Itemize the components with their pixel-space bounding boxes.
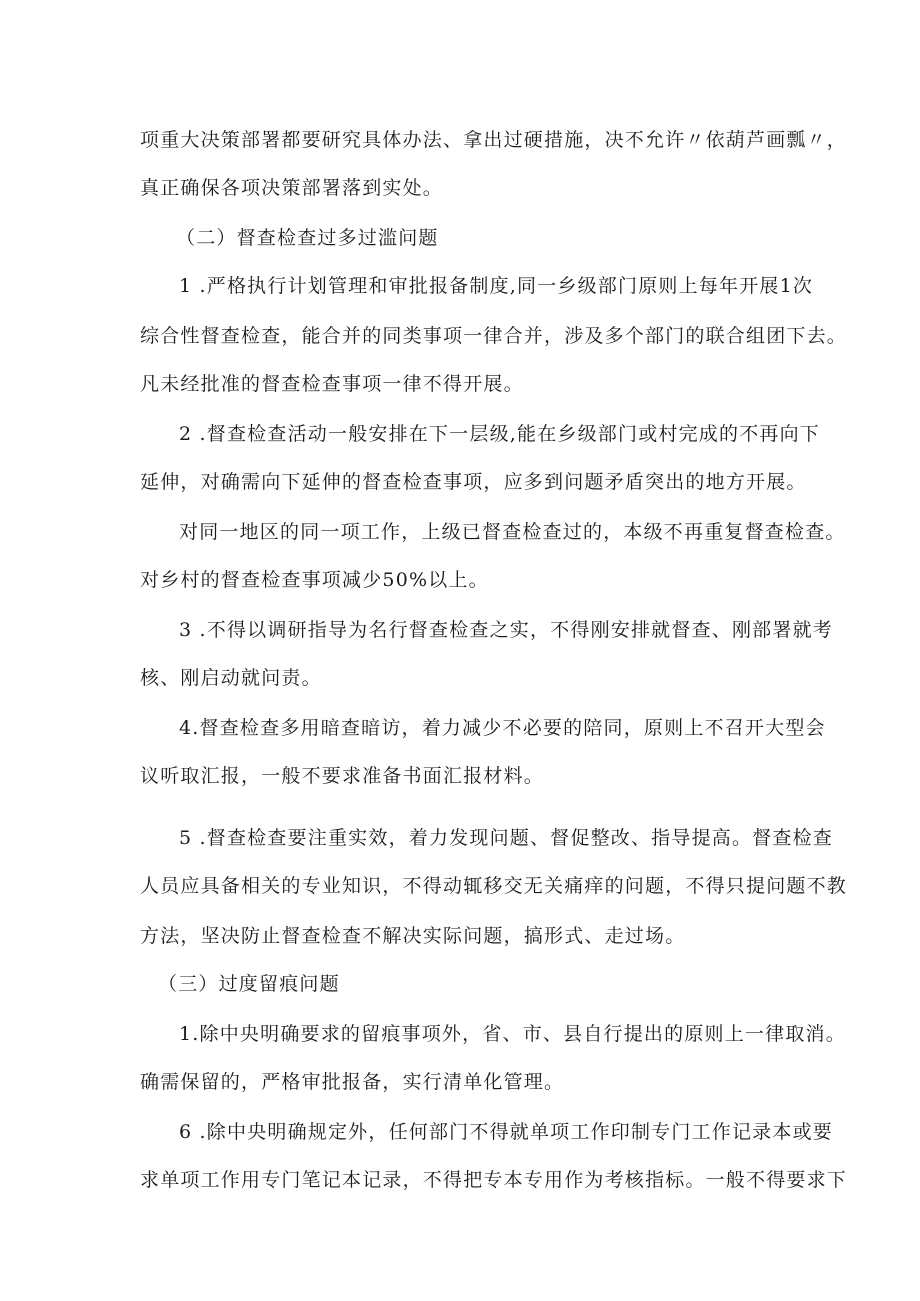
- text-line: 项重大决策部署都要研究具体办法、拿出过硬措施，决不允许〃依葫芦画瓢〃，: [140, 129, 848, 151]
- text-line: 3 .不得以调研指导为名行督查检查之实，不得刚安排就督查、刚部署就考: [179, 619, 833, 641]
- text-line: 4.督查检查多用暗查暗访，着力减少不必要的陪同，原则上不召开大型会: [179, 717, 826, 739]
- text-line: 凡未经批准的督查检查事项一律不得开展。: [140, 373, 524, 395]
- text-line: 求单项工作用专门笔记本记录，不得把专本专用作为考核指标。一般不得要求下: [140, 1169, 848, 1191]
- text-line: 确需保留的，严格审批报备，实行清单化管理。: [140, 1071, 565, 1093]
- section-heading: （三）过度留痕问题: [158, 973, 340, 995]
- text-line: 核、刚启动就问责。: [140, 667, 322, 689]
- text-line: 2 .督查检查活动一般安排在下一层级,能在乡级部门或村完成的不再向下: [179, 423, 821, 445]
- text-line: 人员应具备相关的专业知识，不得动辄移交无关痛痒的问题，不得只提问题不教: [140, 875, 848, 897]
- text-line: 延伸，对确需向下延伸的督查检查事项，应多到问题矛盾突出的地方开展。: [140, 471, 807, 493]
- text-line: 1 .严格执行计划管理和审批报备制度,同一乡级部门原则上每年开展1次: [179, 275, 814, 297]
- text-line: 1.除中央明确要求的留痕事项外，省、市、县自行提出的原则上一律取消。: [179, 1023, 846, 1045]
- text-line: 对乡村的督查检查事项减少50%以上。: [140, 569, 489, 591]
- text-line: 议听取汇报，一般不要求准备书面汇报材料。: [140, 765, 545, 787]
- text-line: 综合性督查检查，能合并的同类事项一律合并，涉及多个部门的联合组团下去。: [140, 325, 848, 347]
- text-line: 5 .督查检查要注重实效，着力发现问题、督促整改、指导提高。督查检查: [179, 827, 833, 849]
- text-line: 6 .除中央明确规定外，任何部门不得就单项工作印制专门工作记录本或要: [179, 1121, 833, 1143]
- section-heading: （二）督查检查过多过滥问题: [176, 227, 439, 249]
- text-line: 真正确保各项决策部署落到实处。: [140, 177, 444, 199]
- text-line: 方法，坚决防止督查检查不解决实际问题，搞形式、走过场。: [140, 925, 686, 947]
- text-line: 对同一地区的同一项工作，上级已督查检查过的，本级不再重复督查检查。: [179, 521, 846, 543]
